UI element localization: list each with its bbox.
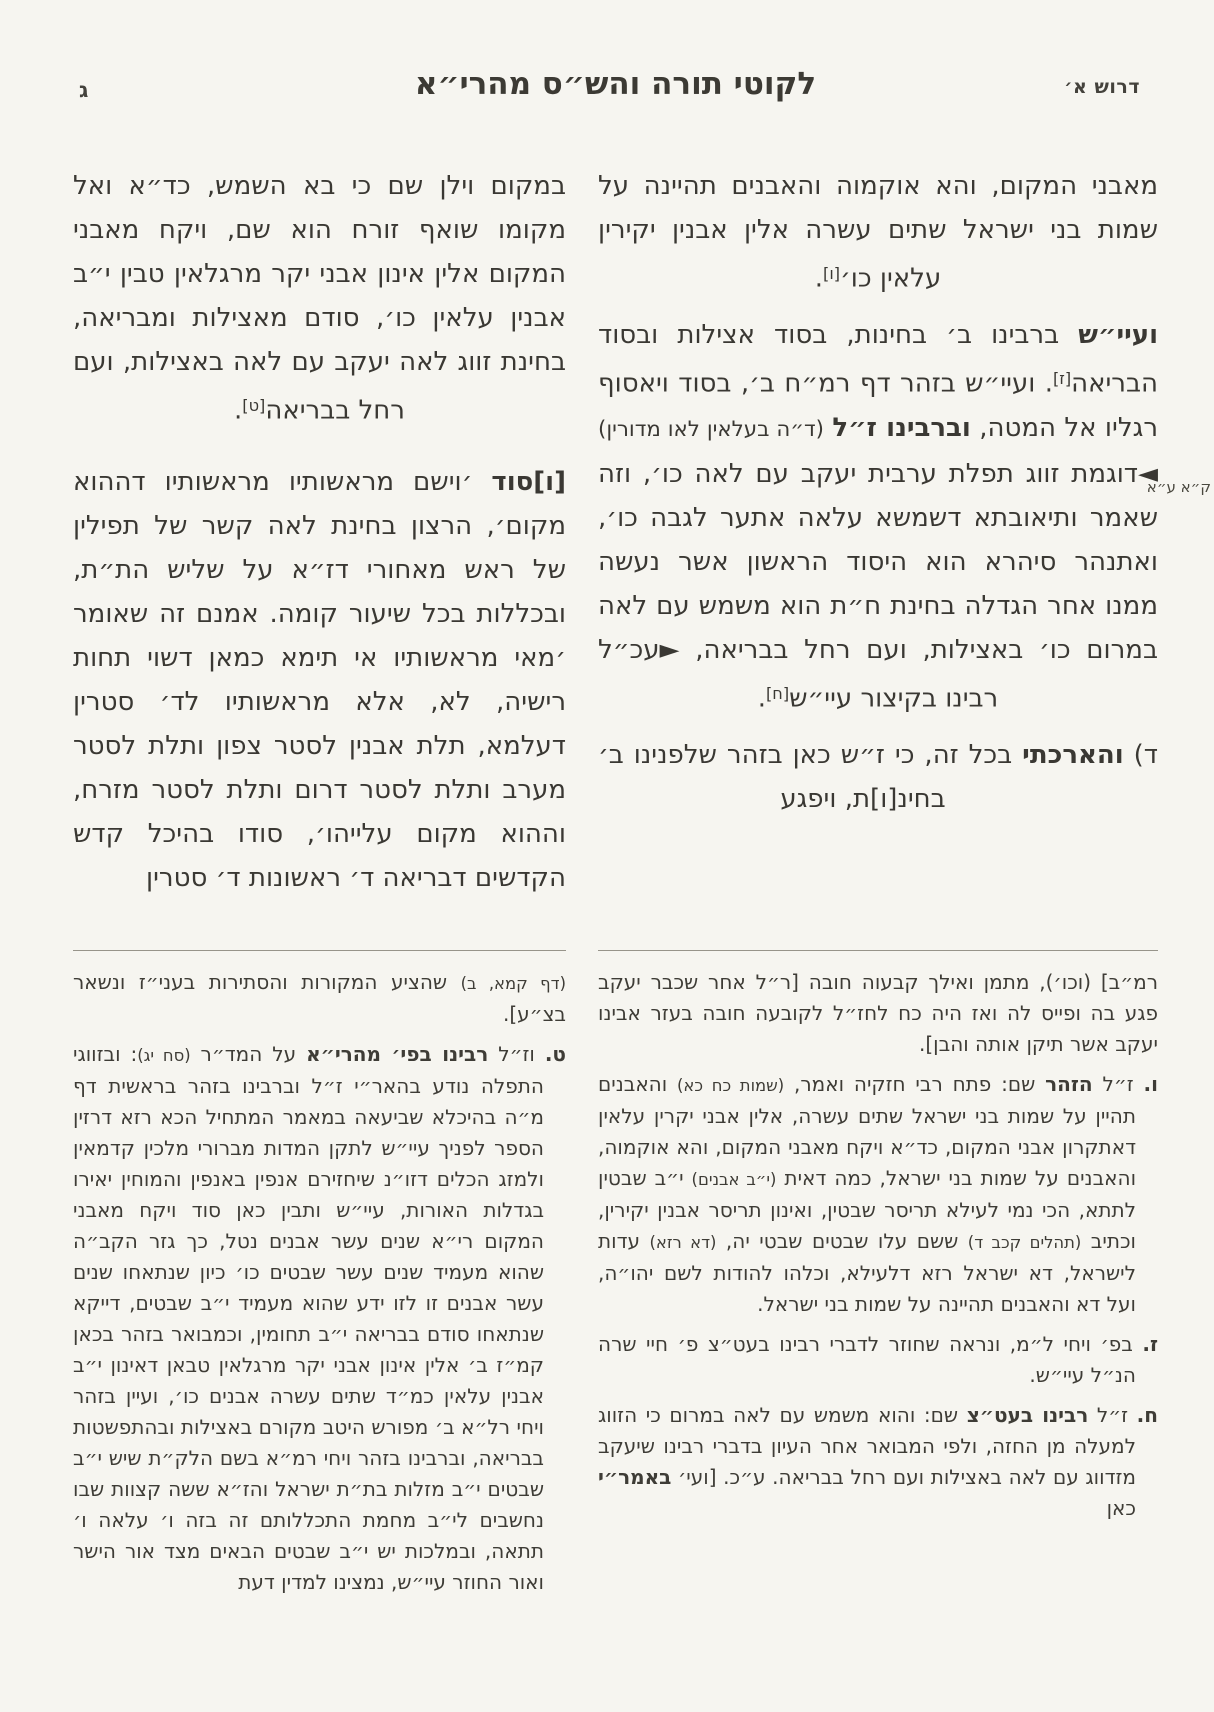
page-number: ג [79, 78, 89, 102]
footnote-divider [598, 950, 1158, 951]
main-text-left [73, 164, 566, 946]
footnote: ו. ז״ל הזהר שם: פתח רבי חזקיה ואמר, (שמות כח כא) והאבנים תהיין על שמות בני ישראל שתים עשרה, אלין אבני יקרין עלאין דאתקרון אבני המקום, כד״א ויקח מאבני המקום, והא אוקמוה, והאבנים על שמות בני ישראל, כמה דאית (י״ב אבנים) י״ב שבטין לתתא, הכי נמי לעילא תריסר שבטין, ואינון תריסר אבנין יקירין, וכתיב (תהלים קכב ד) ששם עלו שבטים שבטי יה, (דא רזא) עדות לישראל, דא ישראל רזא דלעילא, וכלהו להודות לשם יהו״ה, ועל דא והאבנים תהיינה על שמות בני ישראל. [598, 1072, 1158, 1316]
main-text-right [598, 164, 1158, 946]
footnote: ח. ז״ל רבינו בעט״צ שם: והוא משמש עם לאה במרום כי הזווג למעלה מן החזה, ולפי המבואר אחר העיון בדברי רבינו שיעקב מזדווג עם לאה באצילות ועם רחל בבריאה. ע״כ. [ועי׳ באמר״י כאן [598, 1403, 1159, 1520]
footnotes-right [598, 967, 1158, 1524]
footnote-divider [73, 950, 566, 951]
footnote: ז. בפ׳ ויחי ל״מ, ונראה שחוזר לדברי רבינו בעט״צ פ׳ חיי שרה הנ״ל עיי״ש. [598, 1332, 1158, 1387]
paragraph: [ו]סוד ׳וישם מראשותיו מראשותיו דההוא מקום׳, הרצון בחינת לאה קשר של תפילין של ראש מאחורי דז״א על שליש הת״ת, ובכללות בכל שיעור קומה. אמנם זה שאומר ׳מאי מראשותיו אי תימא כמאן דשוי תחות רישיה, לא, אלא מראשותיו לד׳ סטרין דעלמא, תלת אבנין לסטר צפון ותלת לסטר מערב ותלת לסטר דרום ותלת לסטר מזרח, וההוא מקום עלייהו׳, סודו בהיכל קדש הקדשים דבריאה ד׳ ראשונות ד׳ סטרין [73, 467, 566, 894]
main-column-right [598, 164, 1158, 1607]
main-column-left [73, 164, 566, 1607]
page-title: לקוטי תורה והש״ס מהרי״א [414, 66, 817, 102]
section-label: דרוש א׳ [1064, 76, 1140, 98]
text-columns [73, 164, 1158, 1607]
footnote: רמ״ב] (וכו׳), מתמן ואילך קבעוה חובה [ר״ל אחר שכבר יעקב פגע בה ופייס לה ואז היה כח לחז״ל לקובעה חובה בעזר אבינו יעקב אשר תיקן אותה והבן]. [598, 970, 1158, 1056]
paragraph: במקום וילן שם כי בא השמש, כד״א ואל מקומו שואף זורח הוא שם, ויקח מאבני המקום אלין אינון אבני יקר מרגלאין טבין י״ב אבנין עלאין כו׳, סודם מאצילות ומבריאה, בחינת זווג לאה יעקב עם לאה באצילות, ועם רחל בבריאה[ט]. [73, 171, 566, 426]
footnotes-left [73, 967, 566, 1598]
footnote: (דף קמא, ב) שהציע המקורות והסתירות בעני״ז ונשאר בצ״ע]. [73, 970, 566, 1026]
paragraph: מאבני המקום, והא אוקמוה והאבנים תהיינה על שמות בני ישראל שתים עשרה אלין אבנין יקירין עלאין כו׳[ו]. [598, 171, 1158, 294]
paragraph: ד) והארכתי בכל זה, כי ז״ש כאן בזהר שלפנינו ב׳ בחינ[ו]ת, ויפגע [598, 739, 1158, 814]
margin-note: ק״א ע״א [1146, 478, 1211, 496]
page-header [73, 66, 1158, 118]
paragraph: ועיי״ש ברבינו ב׳ בחינות, בסוד אצילות ובסוד הבריאה[ז]. ועיי״ש בזהר דף רמ״ח ב׳, בסוד ויאסוף רגליו אל המטה, וברבינו ז״ל (ד״ה בעלאין לאו מדורין) ◄דוגמת זווג תפלת ערבית יעקב עם לאה כו׳, וזה שאמר ותיאובתא דשמשא עלאה אתער לגבה כו׳, ואתנהר סיהרא הוא היסוד הראשון אשר נעשה ממנו אחר הגדלה בחינת ח״ת הוא משמש עם לאה במרום כו׳ באצילות, ועם רחל בבריאה, ►עכ״ל רבינו בקיצור עיי״ש[ח]. [598, 320, 1159, 713]
footnote: ט. וז״ל רבינו בפי׳ מהרי״א על המד״ר (סח יג): ובזווגי התפלה נודע בהאר״י ז״ל וברבינו בזהר בראשית דף מ״ה בהיכלא שביעאה במאמר המתחיל הכא רזא דרזין הספר לפניך עיי״ש לתקן המדות מברורי מלכין קדמאין ולמזג הכלים דזו״נ שיחזירם אנפין באנפין והמוחין יאירו בגדלות האורות, עיי״ש ותבין כאן סוד ויקח מאבני המקום רי״א שנים עשר אבנים נטל, כך גזר הקב״ה שהוא מעמיד שנים עשר שבטים כו׳ כיון שנתאחו שנים עשר אבנים זו לזו ידע שהוא מעמיד י״ב שבטים, דייקא שנתאחו סודם בבריאה י״ב תחומין, וכמבואר בזהר בכאן קמ״ז ב׳ אלין אינון אבני יקר מרגלאין טבאן דאינון י״ב אבנין עלאין כמ״ד שתים עשרה אבנים כו׳, ועיין בזהר ויחי רל״א ב׳ מפורש היטב מקורם באצילות ובהתפשטות בבריאה, וברבינו בזהר ויחי רמ״א בשם הלק״ת שיש י״ב שבטים י״ב מזלות בת״ת ישראל והז״א ששה קצוות שבו נחשבים לי״ב מחמת התכללותם זה בזה ו׳ עלאה ו׳ תתאה, ובמלכות יש י״ב שבטים הבאים מצד אור הישר ואור החוזר עיי״ש, נמצינו למדין דעת [73, 1042, 566, 1594]
